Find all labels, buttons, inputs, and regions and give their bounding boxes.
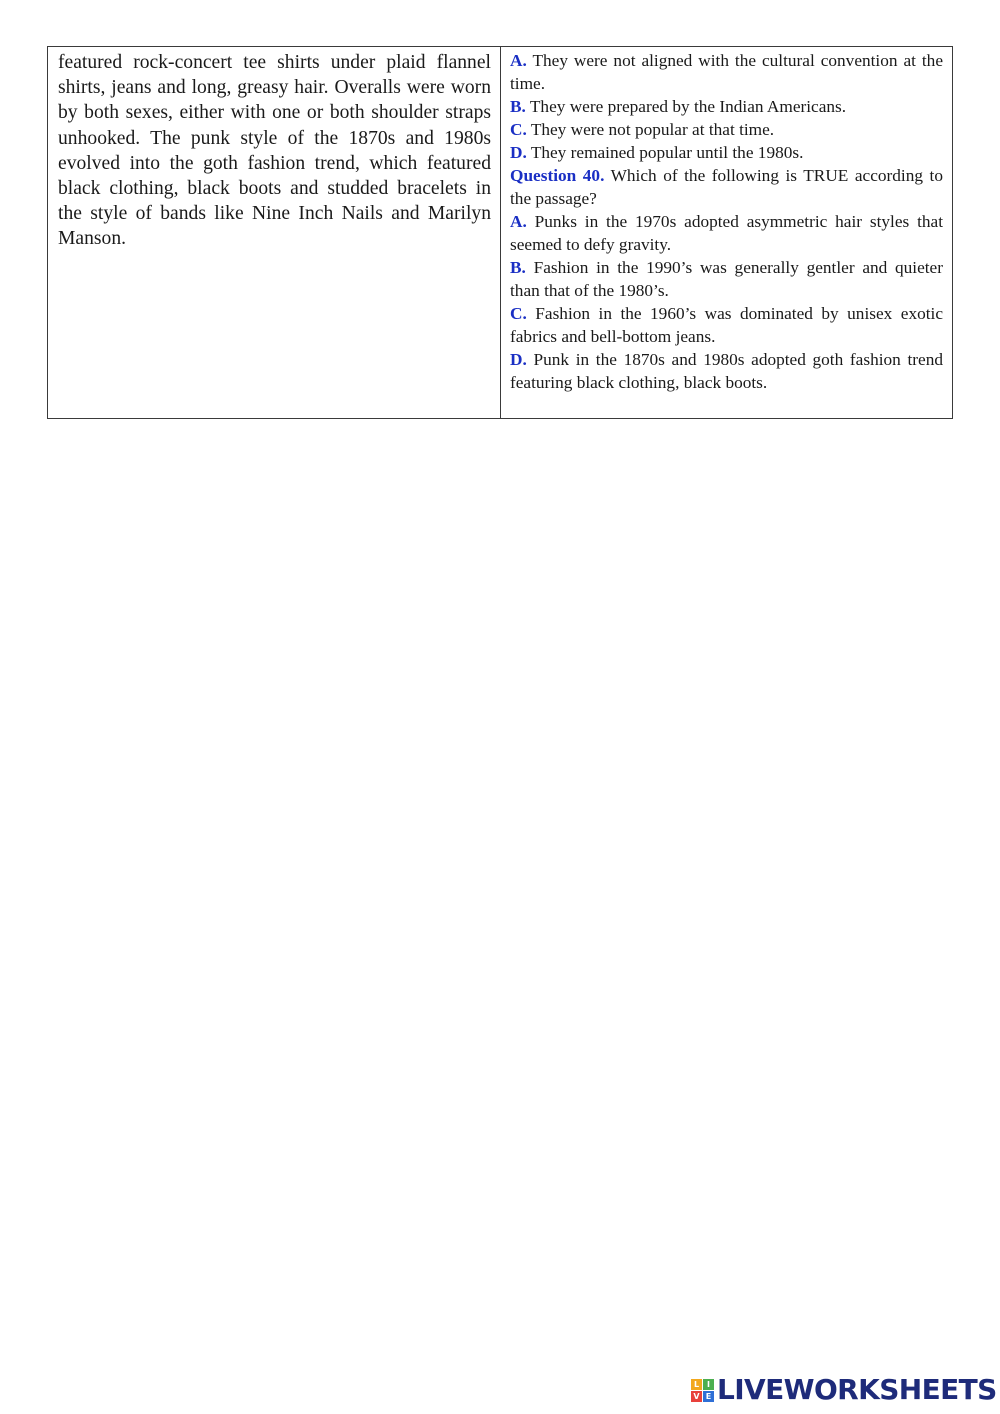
option-text: They remained popular until the 1980s.	[526, 143, 804, 162]
option-label: C.	[510, 304, 527, 323]
q40-option-c	[510, 302, 943, 348]
questions-cell	[501, 47, 952, 418]
logo-square: E	[703, 1391, 714, 1402]
option-text: Punks in the 1970s adopted asymmetric hair styles that seemed to defy gravity.	[510, 212, 943, 254]
option-label: B.	[510, 258, 526, 277]
logo-icon	[691, 1379, 714, 1402]
question-label: Question 40.	[510, 166, 605, 185]
option-text: Punk in the 1870s and 1980s adopted goth fashion trend featuring black clothing, black boots.	[510, 350, 943, 392]
question-40-stem	[510, 164, 943, 210]
q40-option-b	[510, 256, 943, 302]
option-label: C.	[510, 120, 527, 139]
option-label: B.	[510, 97, 526, 116]
passage-cell	[48, 47, 501, 418]
q40-option-d	[510, 348, 943, 394]
q39-option-b	[510, 95, 943, 118]
q39-option-a	[510, 49, 943, 95]
liveworksheets-logo	[691, 1374, 997, 1406]
logo-square: L	[691, 1379, 702, 1390]
option-label: A.	[510, 51, 527, 70]
option-text: They were not popular at that time.	[526, 120, 775, 139]
question-text: Which of the following is TRUE according to the passage?	[510, 166, 943, 208]
worksheet-table	[47, 46, 953, 419]
option-label: D.	[510, 350, 527, 369]
option-text: They were prepared by the Indian Americans.	[525, 97, 847, 116]
option-text: They were not aligned with the cultural convention at the time.	[510, 51, 943, 93]
option-text: Fashion in the 1990’s was generally gentler and quieter than that of the 1980’s.	[510, 258, 943, 300]
q39-option-d	[510, 141, 943, 164]
option-label: A.	[510, 212, 527, 231]
brand-name: LIVEWORKSHEETS	[717, 1373, 997, 1406]
q40-option-a	[510, 210, 943, 256]
option-text: Fashion in the 1960’s was dominated by unisex exotic fabrics and bell-bottom jeans.	[510, 304, 943, 346]
option-label: D.	[510, 143, 527, 162]
logo-square: I	[703, 1379, 714, 1390]
q39-option-c	[510, 118, 943, 141]
logo-square: V	[691, 1391, 702, 1402]
passage-text: featured rock-concert tee shirts under plaid flannel shirts, jeans and long, greasy hair. Overalls were worn by both sexes, either with one or both shoulder straps unhooked. The punk style of the 1870s and 1980s evolved into the goth fashion trend, which featured black clothing, black boots and studded bracelets in the style of bands like Nine Inch Nails and Marilyn Manson.	[58, 52, 491, 250]
